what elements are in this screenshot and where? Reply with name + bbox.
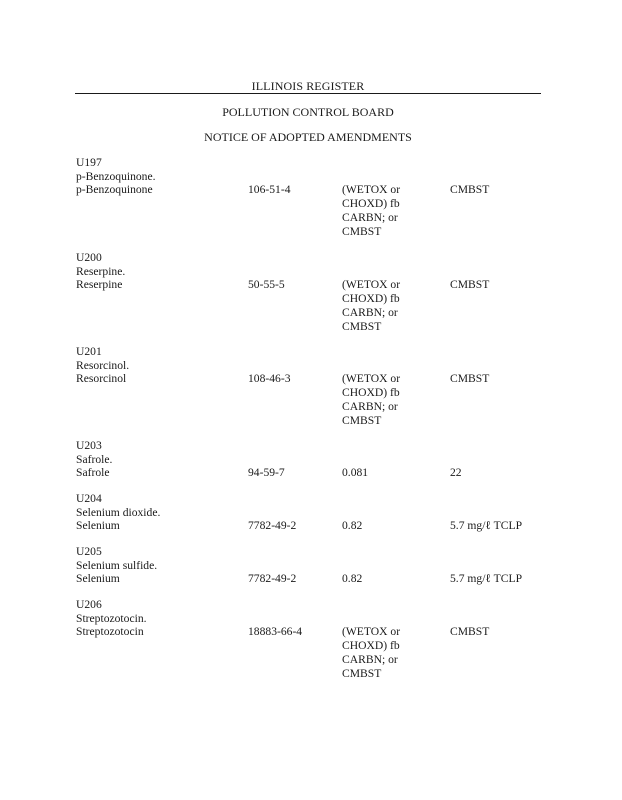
header-rule (75, 93, 541, 94)
wastewater-standard: 0.081 (342, 466, 369, 480)
constituent-row (76, 278, 546, 333)
constituent-name: Selenium (76, 572, 120, 586)
constituent-name: p-Benzoquinone (76, 183, 153, 197)
constituent-name: Selenium (76, 519, 120, 533)
constituent-row (76, 519, 546, 533)
waste-entry (76, 598, 546, 680)
constituent-row (76, 466, 546, 480)
waste-name: Resorcinol. (76, 358, 130, 372)
notice-title: NOTICE OF ADOPTED AMENDMENTS (204, 130, 412, 144)
waste-code: U204 (76, 492, 102, 505)
board-title: POLLUTION CONTROL BOARD (222, 105, 394, 119)
register-title: ILLINOIS REGISTER (251, 79, 365, 93)
cas-number: 7782-49-2 (248, 572, 297, 586)
wastewater-standard: (WETOX or CHOXD) fb CARBN; or CMBST (342, 625, 401, 680)
waste-code: U205 (76, 545, 102, 558)
constituent-name: Safrole (76, 466, 110, 480)
wastewater-standard: 0.82 (342, 519, 363, 533)
waste-entry (76, 345, 546, 427)
cas-number: 7782-49-2 (248, 519, 297, 533)
cas-number: 94-59-7 (248, 466, 285, 480)
wastewater-standard: (WETOX or CHOXD) fb CARBN; or CMBST (342, 372, 401, 427)
waste-entry (76, 156, 546, 238)
waste-code: U197 (76, 156, 102, 169)
waste-entry (76, 545, 546, 586)
cas-number: 50-55-5 (248, 278, 285, 292)
wastewater-standard: (WETOX or CHOXD) fb CARBN; or CMBST (342, 183, 401, 238)
waste-name: Safrole. (76, 452, 113, 466)
constituent-name: Resorcinol (76, 372, 127, 386)
constituent-row (76, 625, 546, 680)
nonwastewater-standard: 5.7 mg/ℓ TCLP (450, 572, 523, 586)
waste-code: U203 (76, 439, 102, 452)
nonwastewater-standard: 22 (450, 466, 462, 480)
cas-number: 108-46-3 (248, 372, 291, 386)
constituent-name: Reserpine (76, 278, 123, 292)
waste-name: Streptozotocin. (76, 611, 147, 625)
nonwastewater-standard: CMBST (450, 183, 490, 197)
waste-name: Selenium sulfide. (76, 558, 158, 572)
nonwastewater-standard: CMBST (450, 278, 490, 292)
waste-entry (76, 439, 546, 480)
waste-code: U201 (76, 345, 102, 358)
waste-name: p-Benzoquinone. (76, 169, 156, 183)
waste-entry (76, 251, 546, 333)
nonwastewater-standard: CMBST (450, 625, 490, 639)
waste-entry (76, 492, 546, 533)
cas-number: 18883-66-4 (248, 625, 303, 639)
wastewater-standard: 0.82 (342, 572, 363, 586)
waste-name: Selenium dioxide. (76, 505, 161, 519)
nonwastewater-standard: CMBST (450, 372, 490, 386)
constituent-row (76, 183, 546, 238)
nonwastewater-standard: 5.7 mg/ℓ TCLP (450, 519, 523, 533)
constituent-name: Streptozotocin (76, 625, 144, 639)
constituent-row (76, 572, 546, 586)
waste-code: U200 (76, 251, 102, 264)
waste-name: Reserpine. (76, 264, 126, 278)
cas-number: 106-51-4 (248, 183, 291, 197)
constituent-row (76, 372, 546, 427)
wastewater-standard: (WETOX or CHOXD) fb CARBN; or CMBST (342, 278, 401, 333)
waste-code: U206 (76, 598, 102, 611)
